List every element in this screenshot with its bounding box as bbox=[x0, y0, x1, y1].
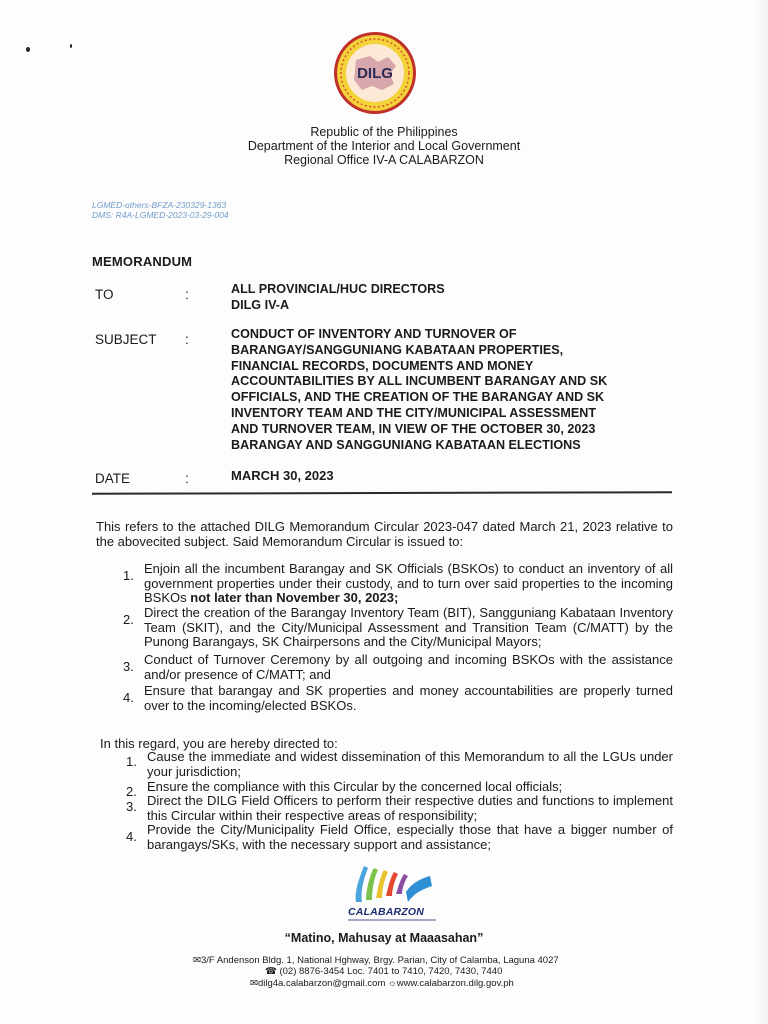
list2-item: Provide the City/Municipality Field Office, especially those that have a bigger number of barangays/SKs, with the necessary support and assistance; bbox=[147, 822, 673, 852]
calabarzon-logo-tagline-bar bbox=[348, 919, 436, 921]
intro-paragraph: This refers to the attached DILG Memorandum Circular 2023-047 dated March 21, 2023 relative to the abovecited subject. Said Memorandum Circular is issued to: bbox=[96, 519, 673, 549]
to-line-2: DILG IV-A bbox=[231, 297, 290, 312]
website-text: www.calabarzon.dilg.gov.ph bbox=[396, 978, 514, 989]
dilg-seal-logo bbox=[332, 30, 418, 116]
phone-text: (02) 8876-3454 Loc. 7401 to 7410, 7420, 7430, 7440 bbox=[279, 966, 503, 977]
email-icon: ✉ bbox=[250, 978, 258, 989]
tracking-stamp-line-1: LGMED-others-BFZA-230329-1363 bbox=[92, 200, 227, 210]
motto: “Matino, Mahusay at Maaasahan” bbox=[284, 931, 484, 945]
tracking-stamp-line-2: DMS: R4A-LGMED-2023-03-29-004 bbox=[92, 210, 229, 220]
email-text: dilg4a.calabarzon@gmail.com bbox=[257, 978, 386, 989]
subject-label: SUBJECT bbox=[95, 332, 157, 347]
subject-colon: : bbox=[185, 332, 189, 347]
list2-item: Ensure the compliance with this Circular by the concerned local officials; bbox=[147, 779, 563, 794]
letterhead-line-republic: Republic of the Philippines bbox=[310, 125, 458, 139]
header-divider bbox=[92, 491, 672, 495]
date-label: DATE bbox=[95, 471, 131, 486]
list1-number: 1. bbox=[123, 568, 134, 583]
subject-line: BARANGAY/SANGGUNIANG KABATAAN PROPERTIES, bbox=[231, 342, 564, 357]
subject-text bbox=[231, 327, 651, 453]
list1-number: 4. bbox=[123, 690, 134, 705]
list2-item: Cause the immediate and widest dissemination of this Memorandum to all the LGUs under your jurisdiction; bbox=[147, 749, 673, 779]
list1-item-text: Enjoin all the incumbent Barangay and SK Officials (BSKOs) to conduct an inventory of all government properties under their custody, and to turn over said properties to the incoming BSKOs bbox=[144, 561, 673, 605]
globe-icon: ☼ bbox=[388, 978, 397, 989]
list2-number: 4. bbox=[126, 829, 137, 844]
list1-number: 3. bbox=[123, 659, 134, 674]
list1-item: Ensure that barangay and SK properties and money accountabilities are properly turned over to the incoming/elected BSKOs. bbox=[144, 683, 673, 713]
scan-speck bbox=[26, 47, 30, 52]
to-line-1: ALL PROVINCIAL/HUC DIRECTORS bbox=[231, 282, 445, 296]
list1-item: Direct the creation of the Barangay Inventory Team (BIT), Sangguniang Kabataan Inventory Team (SKIT), and the City/Municipal Assessment and Transition Team (C/MATT) by the Punong Barangays, SK Chairpersons and the City/Municipal Mayors; bbox=[144, 605, 673, 649]
list2-item: Direct the DILG Field Officers to perform their respective duties and functions to implement this Circular within their respective areas of responsibility; bbox=[147, 793, 673, 823]
to-label: TO bbox=[95, 287, 114, 302]
to-colon: : bbox=[185, 287, 189, 302]
date-value: MARCH 30, 2023 bbox=[231, 468, 334, 483]
list2-number: 3. bbox=[126, 799, 137, 814]
directive-intro: In this regard, you are hereby directed to: bbox=[100, 736, 338, 751]
footer-contact bbox=[250, 978, 514, 990]
footer-phone bbox=[265, 966, 502, 978]
subject-line: ACCOUNTABILITIES BY ALL INCUMBENT BARANGAY AND SK bbox=[231, 374, 608, 389]
calabarzon-logo-text: CALABARZON bbox=[348, 906, 425, 918]
list1-item: Conduct of Turnover Ceremony by all outgoing and incoming BSKOs with the assistance and/or presence of C/MATT; and bbox=[144, 652, 673, 682]
subject-line: OFFICIALS, AND THE CREATION OF THE BARANGAY AND SK bbox=[231, 390, 605, 405]
list1-number: 2. bbox=[123, 612, 134, 627]
list1-item-deadline: not later than November 30, 2023; bbox=[190, 590, 399, 605]
subject-line: AND TURNOVER TEAM, IN VIEW OF THE OCTOBER 30, 2023 bbox=[231, 421, 596, 436]
to-recipient bbox=[231, 282, 651, 314]
subject-line: INVENTORY TEAM AND THE CITY/MUNICIPAL ASSESSMENT bbox=[231, 405, 597, 420]
list2-number: 2. bbox=[126, 784, 137, 799]
list2-number: 1. bbox=[126, 754, 137, 769]
subject-line: FINANCIAL RECORDS, DOCUMENTS AND MONEY bbox=[231, 358, 534, 373]
address-text: 3/F Andenson Bldg. 1, National Hghway, Brgy. Parian, City of Calamba, Laguna 4027 bbox=[200, 955, 559, 966]
seal-text: DILG bbox=[357, 65, 393, 82]
scan-speck bbox=[70, 44, 72, 48]
calabarzon-logo bbox=[350, 862, 434, 908]
letterhead-line-regional-office: Regional Office IV-A CALABARZON bbox=[284, 153, 484, 167]
subject-line: CONDUCT OF INVENTORY AND TURNOVER OF bbox=[231, 327, 517, 341]
phone-icon: ☎ bbox=[265, 966, 277, 977]
mail-icon: ✉ bbox=[193, 955, 201, 966]
subject-line: BARANGAY AND SANGGUNIANG KABATAAN ELECTIONS bbox=[231, 437, 581, 452]
letterhead-line-department: Department of the Interior and Local Government bbox=[247, 139, 521, 153]
list1-item bbox=[144, 562, 673, 606]
memo-title: MEMORANDUM bbox=[92, 254, 193, 269]
date-colon: : bbox=[185, 471, 189, 486]
